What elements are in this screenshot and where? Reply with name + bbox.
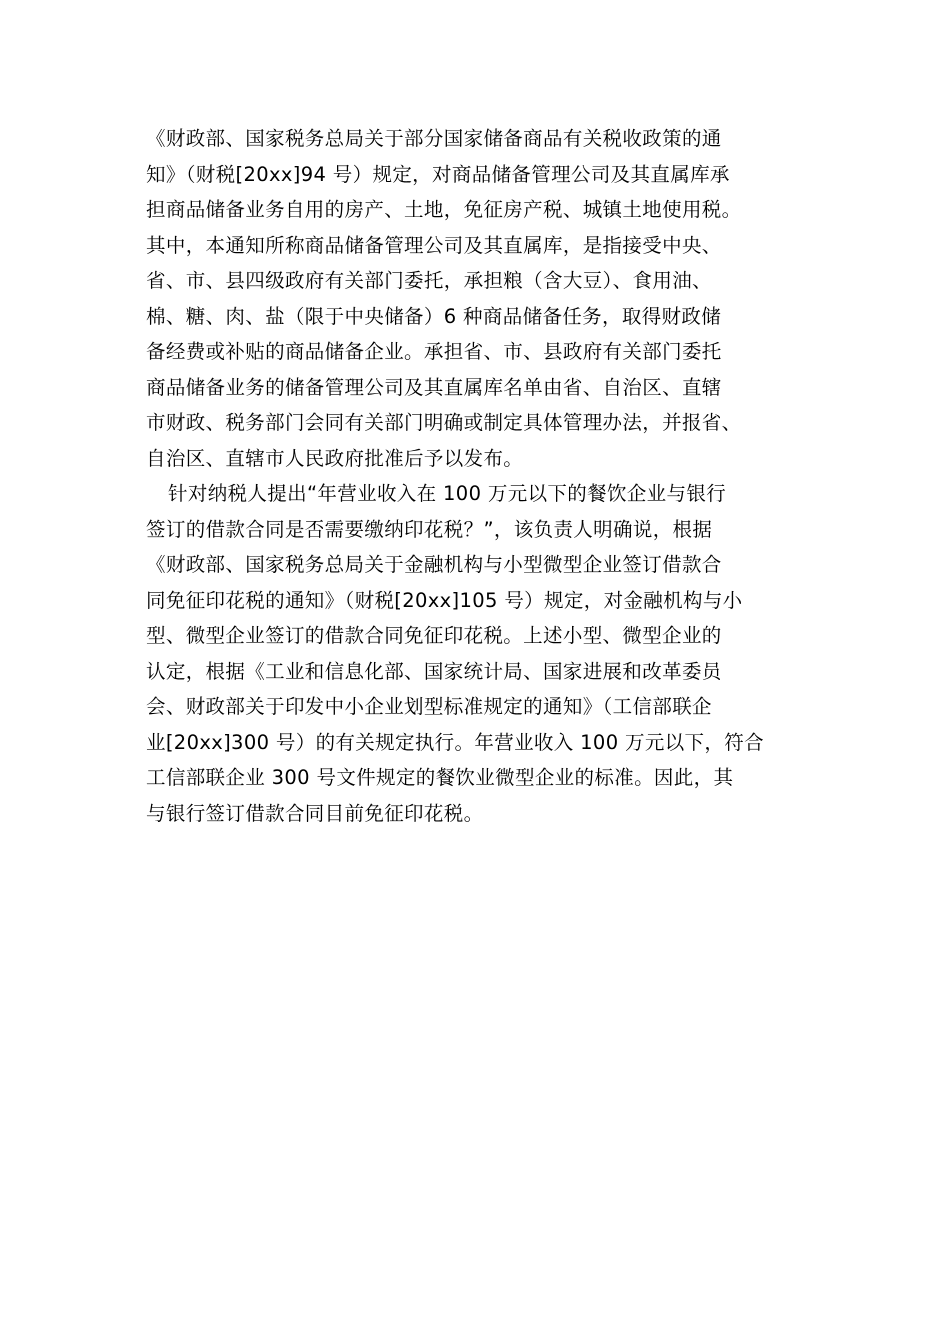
text-line: 市财政、税务部门会同有关部门明确或制定具体管理办法，并报省、 [146, 411, 742, 434]
text-line: 签订的借款合同是否需要缴纳印花税？”，该负责人明确说，根据 [146, 517, 713, 541]
text-line: 《财政部、国家税务总局关于部分国家储备商品有关税收政策的通 [146, 127, 722, 150]
text-line: 担商品储备业务自用的房产、土地，免征房产税、城镇土地使用税。 [146, 198, 742, 221]
text-line: 备经费或补贴的商品储备企业。承担省、市、县政府有关部门委托 [146, 340, 722, 363]
text-line: 工信部联企业 300 号文件规定的餐饮业微型企业的标准。因此，其 [146, 766, 734, 789]
text-line: 商品储备业务的储备管理公司及其直属库名单由省、自治区、直辖 [146, 375, 722, 399]
text-line: 与银行签订借款合同目前免征印花税。 [146, 801, 484, 825]
paragraph-storage-tax-policy [146, 121, 826, 476]
document-body [146, 121, 826, 831]
text-line: 认定，根据《工业和信息化部、国家统计局、国家进展和改革委员 [146, 659, 722, 683]
paragraph-stamp-duty-exemption [146, 476, 826, 831]
text-line: 针对纳税人提出“年营业收入在 100 万元以下的餐饮企业与银行 [168, 482, 727, 505]
text-line: 会、财政部关于印发中小企业划型标准规定的通知》（工信部联企 [146, 695, 712, 718]
text-line: 业[20xx]300 号）的有关规定执行。年营业收入 100 万元以下，符合 [146, 730, 764, 754]
text-line: 《财政部、国家税务总局关于金融机构与小型微型企业签订借款合 [146, 553, 722, 576]
text-line: 同免征印花税的通知》（财税[20xx]105 号）规定，对金融机构与小 [146, 588, 743, 612]
text-line: 自治区、直辖市人民政府批准后予以发布。 [146, 446, 524, 470]
text-line: 知》（财税[20xx]94 号）规定，对商品储备管理公司及其直属库承 [146, 162, 730, 186]
text-line: 型、微型企业签订的借款合同免征印花税。上述小型、微型企业的 [146, 624, 722, 647]
text-line: 其中，本通知所称商品储备管理公司及其直属库，是指接受中央、 [146, 233, 722, 257]
text-line: 棉、糖、肉、盐（限于中央储备）6 种商品储备任务，取得财政储 [146, 304, 722, 328]
text-line: 省、市、县四级政府有关部门委托，承担粮（含大豆）、食用油、 [146, 269, 712, 292]
